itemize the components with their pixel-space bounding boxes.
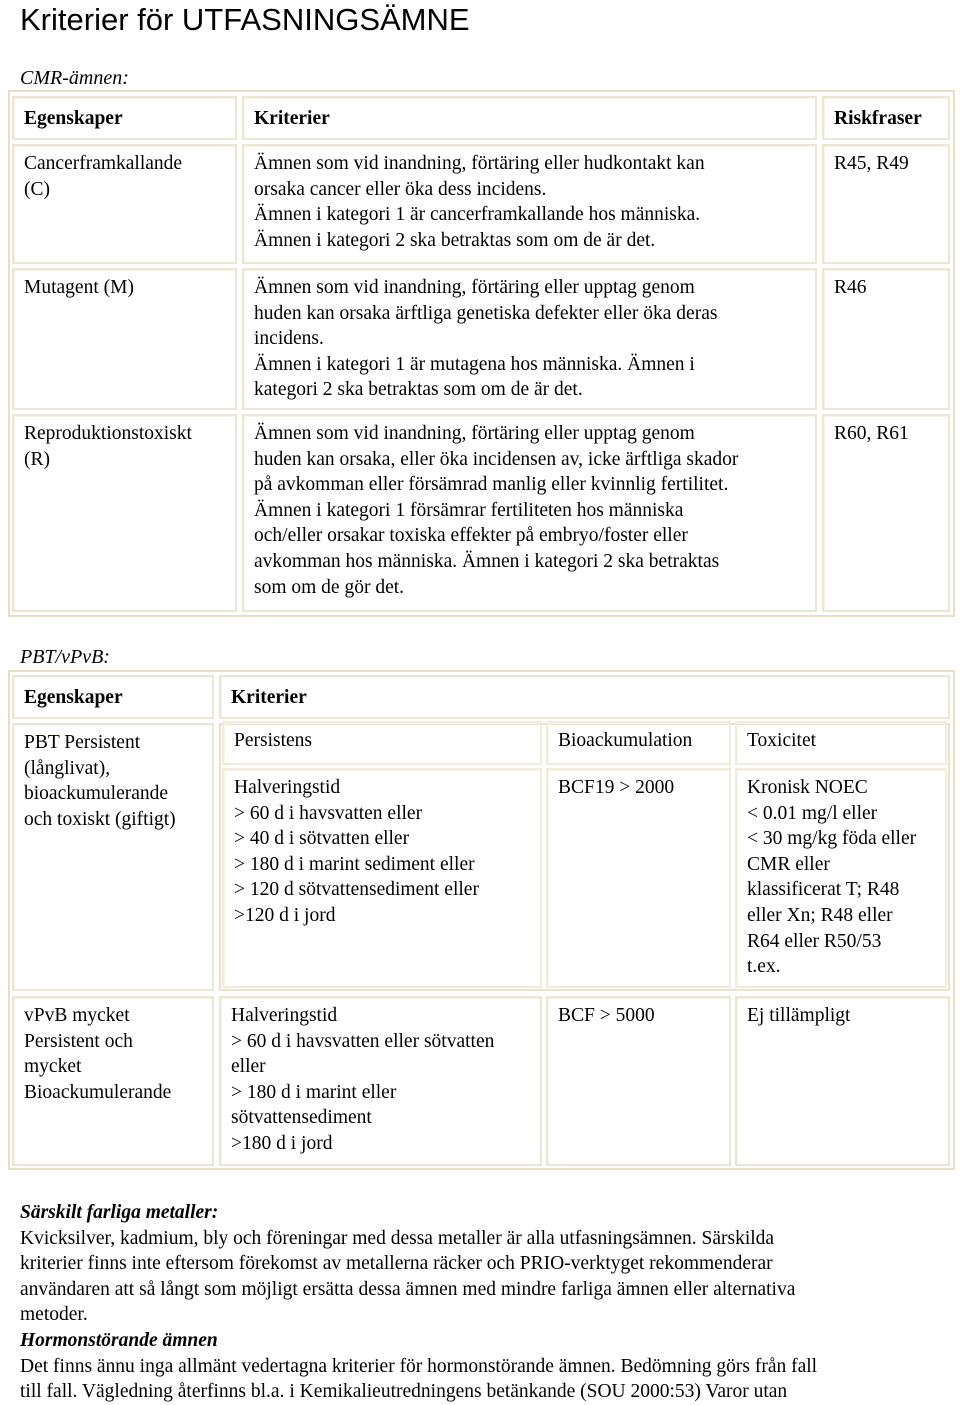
cell-line: Ämnen i kategori 1 är cancerframkallande hos människa. [254,204,701,226]
text-line: användaren att så långt som möjligt ersätta dessa ämnen med mindre farliga ämnen eller alternativa [20,1278,796,1300]
cell-line: CMR eller [747,853,830,875]
cell-line: PBT Persistent [24,732,141,753]
cell-line: på avkomman eller försämrad manlig eller kvinnlig fertilitet. [254,474,729,496]
pbt-row-persistens [219,996,542,1166]
cmr-row-egenskap [12,268,237,410]
cell-line: avkomman hos människa. Ämnen i kategori 2 ska betraktas [254,550,720,572]
cell-line: som om de gör det. [254,576,405,598]
cell-line: Mutagent (M) [24,277,134,298]
page-title: Kriterier för UTFASNINGSÄMNE [20,2,470,37]
cell-line: sötvattensediment [231,1107,372,1129]
cell-line: huden kan orsaka ärftliga genetiska defekter eller öka deras [254,302,718,324]
cell-line: Ämnen i kategori 2 ska betraktas som om de är det. [254,229,656,251]
cmr-row-egenskap [12,414,237,612]
cell-line: Persistent och [24,1030,133,1052]
cell-line: Ämnen i kategori 1 försämrar fertiliteten hos människa [254,499,684,521]
cell-line: Ämnen som vid inandning, förtäring eller hudkontakt kan [254,153,705,174]
cmr-row-riskfraser: R60, R61 [822,414,950,612]
pbt-subheader-bioackumulation: Bioackumulation [546,721,731,765]
pbt-subheader-persistens: Persistens [222,721,542,765]
pbt-header-egenskaper: Egenskaper [12,675,214,719]
cell-line: eller [231,1056,266,1078]
cell-line: > 120 d sötvattensediment eller [234,879,479,901]
cell-line: incidens. [254,328,324,350]
cell-line: Reproduktionstoxiskt [24,423,192,444]
hormone-title: Hormonstörande ämnen [20,1329,218,1351]
cmr-section-title: CMR-ämnen: [20,67,129,89]
text-line: metoder. [20,1304,88,1326]
cell-line: bioackumulerande [24,783,169,805]
pbt-row-bioackumulation [546,996,731,1166]
cell-line: Halveringstid [231,1005,338,1026]
cell-line: >120 d i jord [234,904,336,926]
cell-line: huden kan orsaka, eller öka incidensen av, icke ärftliga skador [254,448,739,470]
cell-line: Kronisk NOEC [747,777,868,798]
cmr-header-egenskaper: Egenskaper [12,96,237,140]
cell-line: > 180 d i marint eller [231,1081,397,1103]
cell-line: t.ex. [747,956,781,978]
cell-line: Ämnen i kategori 1 är mutagena hos människa. Ämnen i [254,353,695,375]
text-line: till fall. Vägledning återfinns bl.a. i Kemikalieutredningens betänkande (SOU 2000:53) Varor utan [20,1381,788,1403]
pbt-section-title: PBT/vPvB: [20,646,110,668]
pbt-row-toxicitet [735,768,947,988]
cmr-row-kriterier [242,144,817,264]
cell-line: och/eller orsakar toxiska effekter på embryo/foster eller [254,525,688,547]
cell-line: Cancerframkallande [24,153,183,174]
cmr-row-kriterier [242,268,817,410]
cell-line: (C) [24,178,50,200]
cell-line: > 40 d i sötvatten eller [234,828,410,850]
pbt-row-toxicitet [735,996,950,1166]
cell-line: Bioackumulerande [24,1081,172,1103]
cmr-row-riskfraser: R46 [822,268,950,410]
cell-line: Ämnen som vid inandning, förtäring eller upptag genom [254,423,695,444]
cell-line: (R) [24,448,50,470]
cell-line: < 30 mg/kg föda eller [747,828,917,850]
pbt-row-egenskap [12,723,214,991]
cell-line: orsaka cancer eller öka dess incidens. [254,178,547,200]
pbt-subheader-toxicitet: Toxicitet [735,721,947,765]
text-line: kriterier finns inte eftersom förekomst av metallerna räcker och PRIO-verktyget rekommenderar [20,1253,773,1275]
pbt-row-persistens [222,768,542,988]
text-line: Kvicksilver, kadmium, bly och föreningar med dessa metaller är alla utfasningsämnen. Särskilda [20,1227,775,1249]
cell-line: >180 d i jord [231,1132,333,1154]
metals-section [20,1200,950,1405]
cell-line: R64 eller R50/53 [747,930,882,952]
cell-line: mycket [24,1056,82,1078]
cell-line: Halveringstid [234,777,341,798]
cell-line: (långlivat), [24,757,111,779]
cell-line: klassificerat T; R48 [747,879,900,901]
cell-line: > 60 d i havsvatten eller [234,802,423,824]
cmr-row-riskfraser: R45, R49 [822,144,950,264]
cell-line: eller Xn; R48 eller [747,904,893,926]
cell-line: > 60 d i havsvatten eller sötvatten [231,1030,495,1052]
cmr-header-kriterier: Kriterier [242,96,817,140]
cell-line: kategori 2 ska betraktas som om de är det. [254,379,583,401]
cmr-header-riskfraser: Riskfraser [822,96,950,140]
cell-line: Ämnen som vid inandning, förtäring eller upptag genom [254,277,695,298]
cell-line: vPvB mycket [24,1005,130,1026]
text-line: Det finns ännu inga allmänt vedertagna kriterier för hormonstörande ämnen. Bedömning görs från fall [20,1355,818,1377]
cell-line: BCF19 > 2000 [558,777,675,798]
metals-title: Särskilt farliga metaller: [20,1202,219,1223]
cell-line: > 180 d i marint sediment eller [234,853,475,875]
pbt-row-bioackumulation [546,768,731,988]
pbt-header-kriterier: Kriterier [219,675,950,719]
cell-line: och toxiskt (giftigt) [24,808,176,830]
pbt-row-egenskap [12,996,214,1166]
cell-line: Ej tillämpligt [747,1005,851,1026]
cell-line: < 0.01 mg/l eller [747,802,878,824]
cmr-row-egenskap [12,144,237,264]
cell-line: BCF > 5000 [558,1005,655,1026]
cmr-row-kriterier [242,414,817,612]
